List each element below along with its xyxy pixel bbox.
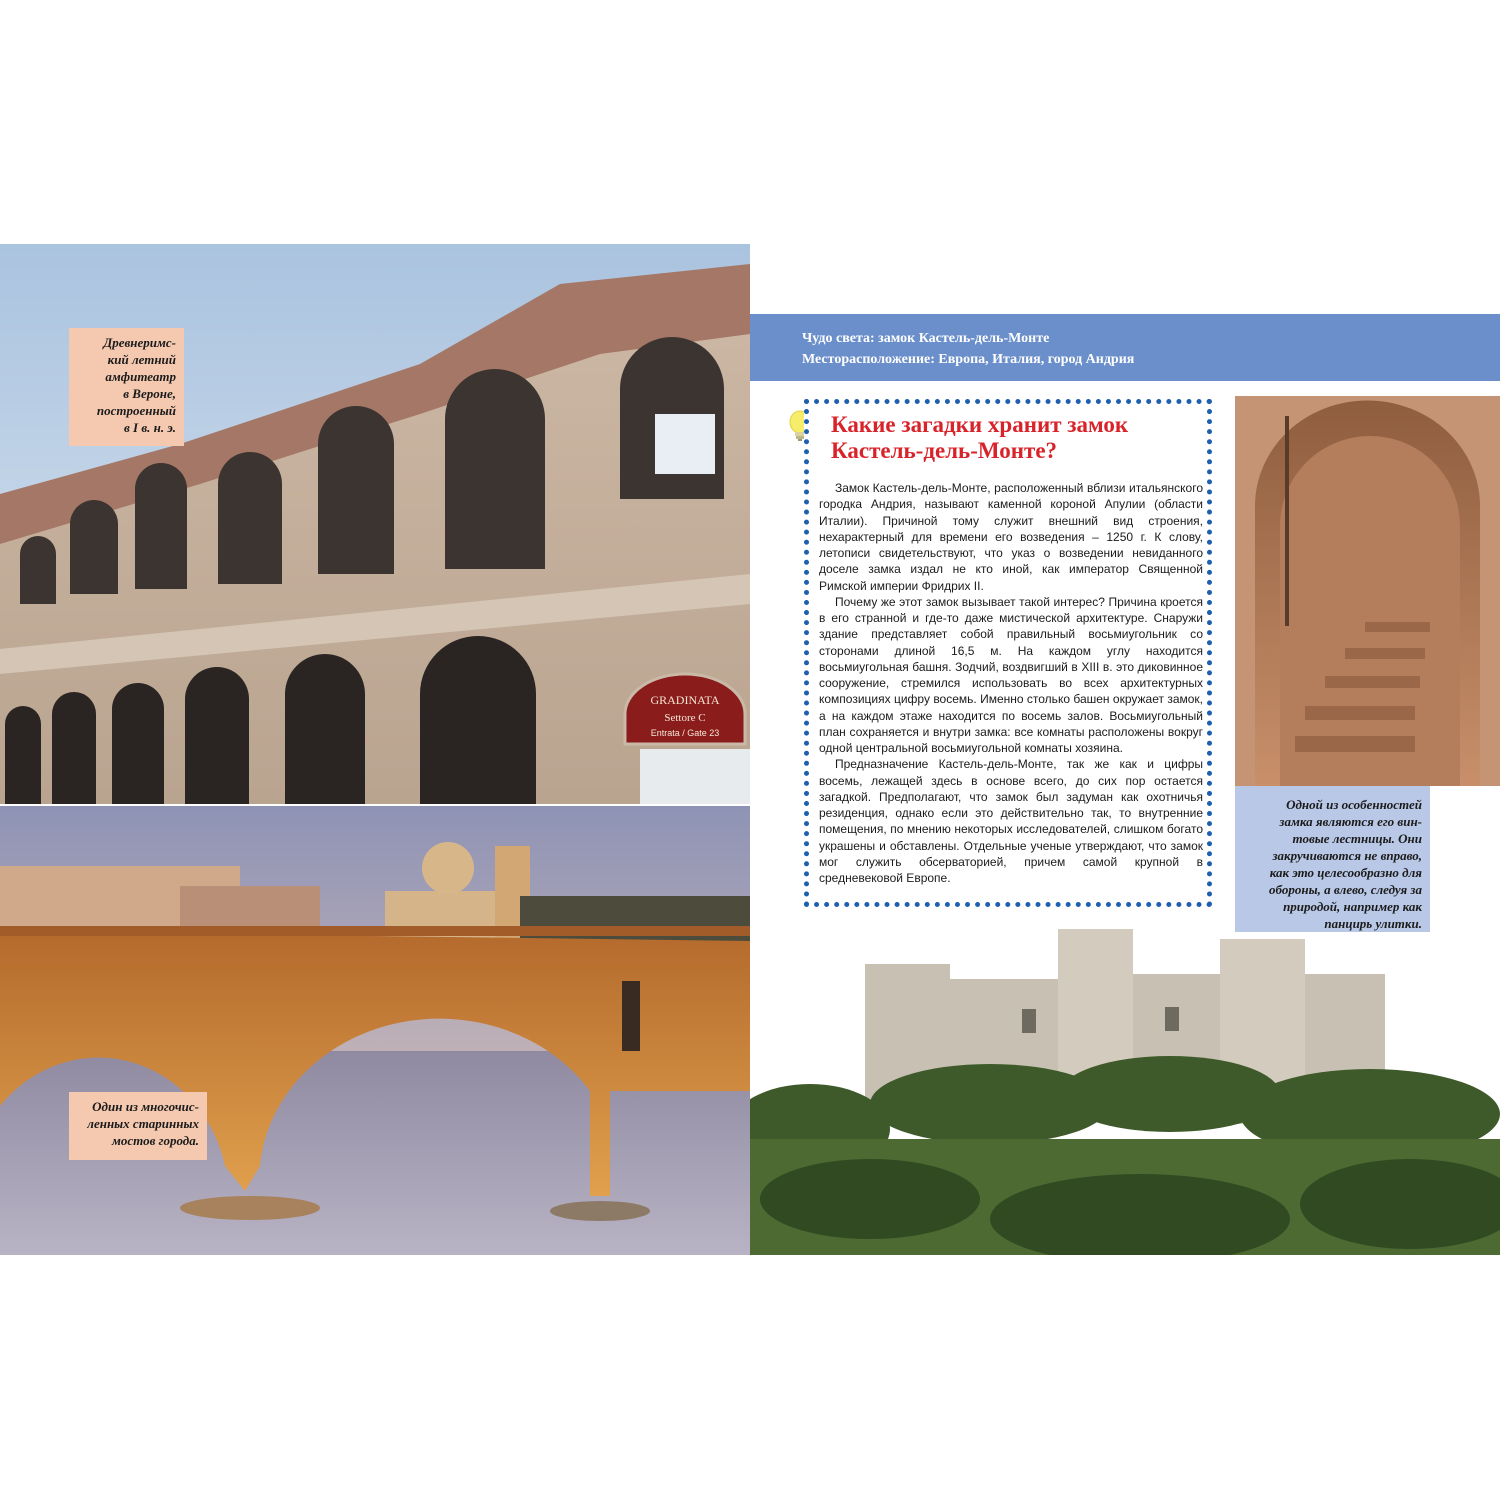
article-body [819,480,1203,886]
stairs-caption: Одной из особенностей замка являются его вин- товые лестницы. Они закручиваются не вправо, как это целесообразно для обороны, а влево, следуя за природой, например как панцирь улитки. [1235,786,1430,932]
arena-caption: Древнеримс- кий летний амфитеатр в Вероне, построенный в I в. н. э. [69,328,184,446]
spiral-stairs-photo [1235,396,1500,786]
book-spread [0,244,1500,1255]
article-box [804,399,1212,907]
bridge-caption: Один из многочис- ленных старинных мостов города. [69,1092,207,1160]
location-label: Месторасположение: Европа, Италия, город Андрия [802,352,1135,367]
bridge-photo [0,806,750,1255]
info-band [750,314,1500,381]
arena-sign-line3: Entrata / Gate 23 [650,728,720,738]
castle-photo [750,929,1500,1255]
article-paragraph: Замок Кастель-дель-Монте, расположенный вблизи итальянского городка Андрия, называют каменной короной Апулии (области Италии). Причиной тому служит внешний вид строения, нехарактерный для времени его возведения – 1250 г. К слову, летописи свидетельствуют, что указ о возведении невиданного доселе замка издал не кто иной, как император Священной Римской империи Фридрих II. [819,481,1203,593]
wonder-label: Чудо света: замок Кастель-дель-Монте [802,331,1050,346]
arena-sign-line1: GRADINATA [650,693,720,707]
article-paragraph: Почему же этот замок вызывает такой интерес? Причина кроется в его странной и где-то даже мистической архитектуре. Снаружи здание представляет собой правильный восьмиугольник со сторонами длиной 16,5 м. На каждом углу находится восьмиугольная башня. Зодчий, воздвигший в XIII в. это диковинное сооружение, стремился использовать во всех архитектурных композициях цифру восемь. Именно столько башен окружает замок, а на каждом этаже находится по восемь залов. Восьмиугольный план сохраняется и внутри замка: все комнаты расположены вокруг одной центральной восьмиугольной комнаты хозяина. [819,594,1203,755]
article-paragraph: Предназначение Кастель-дель-Монте, так же как и цифры восемь, лежащей здесь в основе всего, до сих пор остается загадкой. Предполагают, что замок был задуман как охотничья резиденция, однако если это действительно так, то внутренние помещения, по мнению некоторых исследователей, слишком богато украшены и обставлены. Отдельные ученые утверждают, что замок мог служить обсерваторией, причем самой крупной в средневековой Европе. [819,757,1203,885]
arena-sign-line2: Settore C [664,712,706,724]
article-title: Какие загадки хранит замок Кастель-дель-Монте? [831,412,1129,463]
